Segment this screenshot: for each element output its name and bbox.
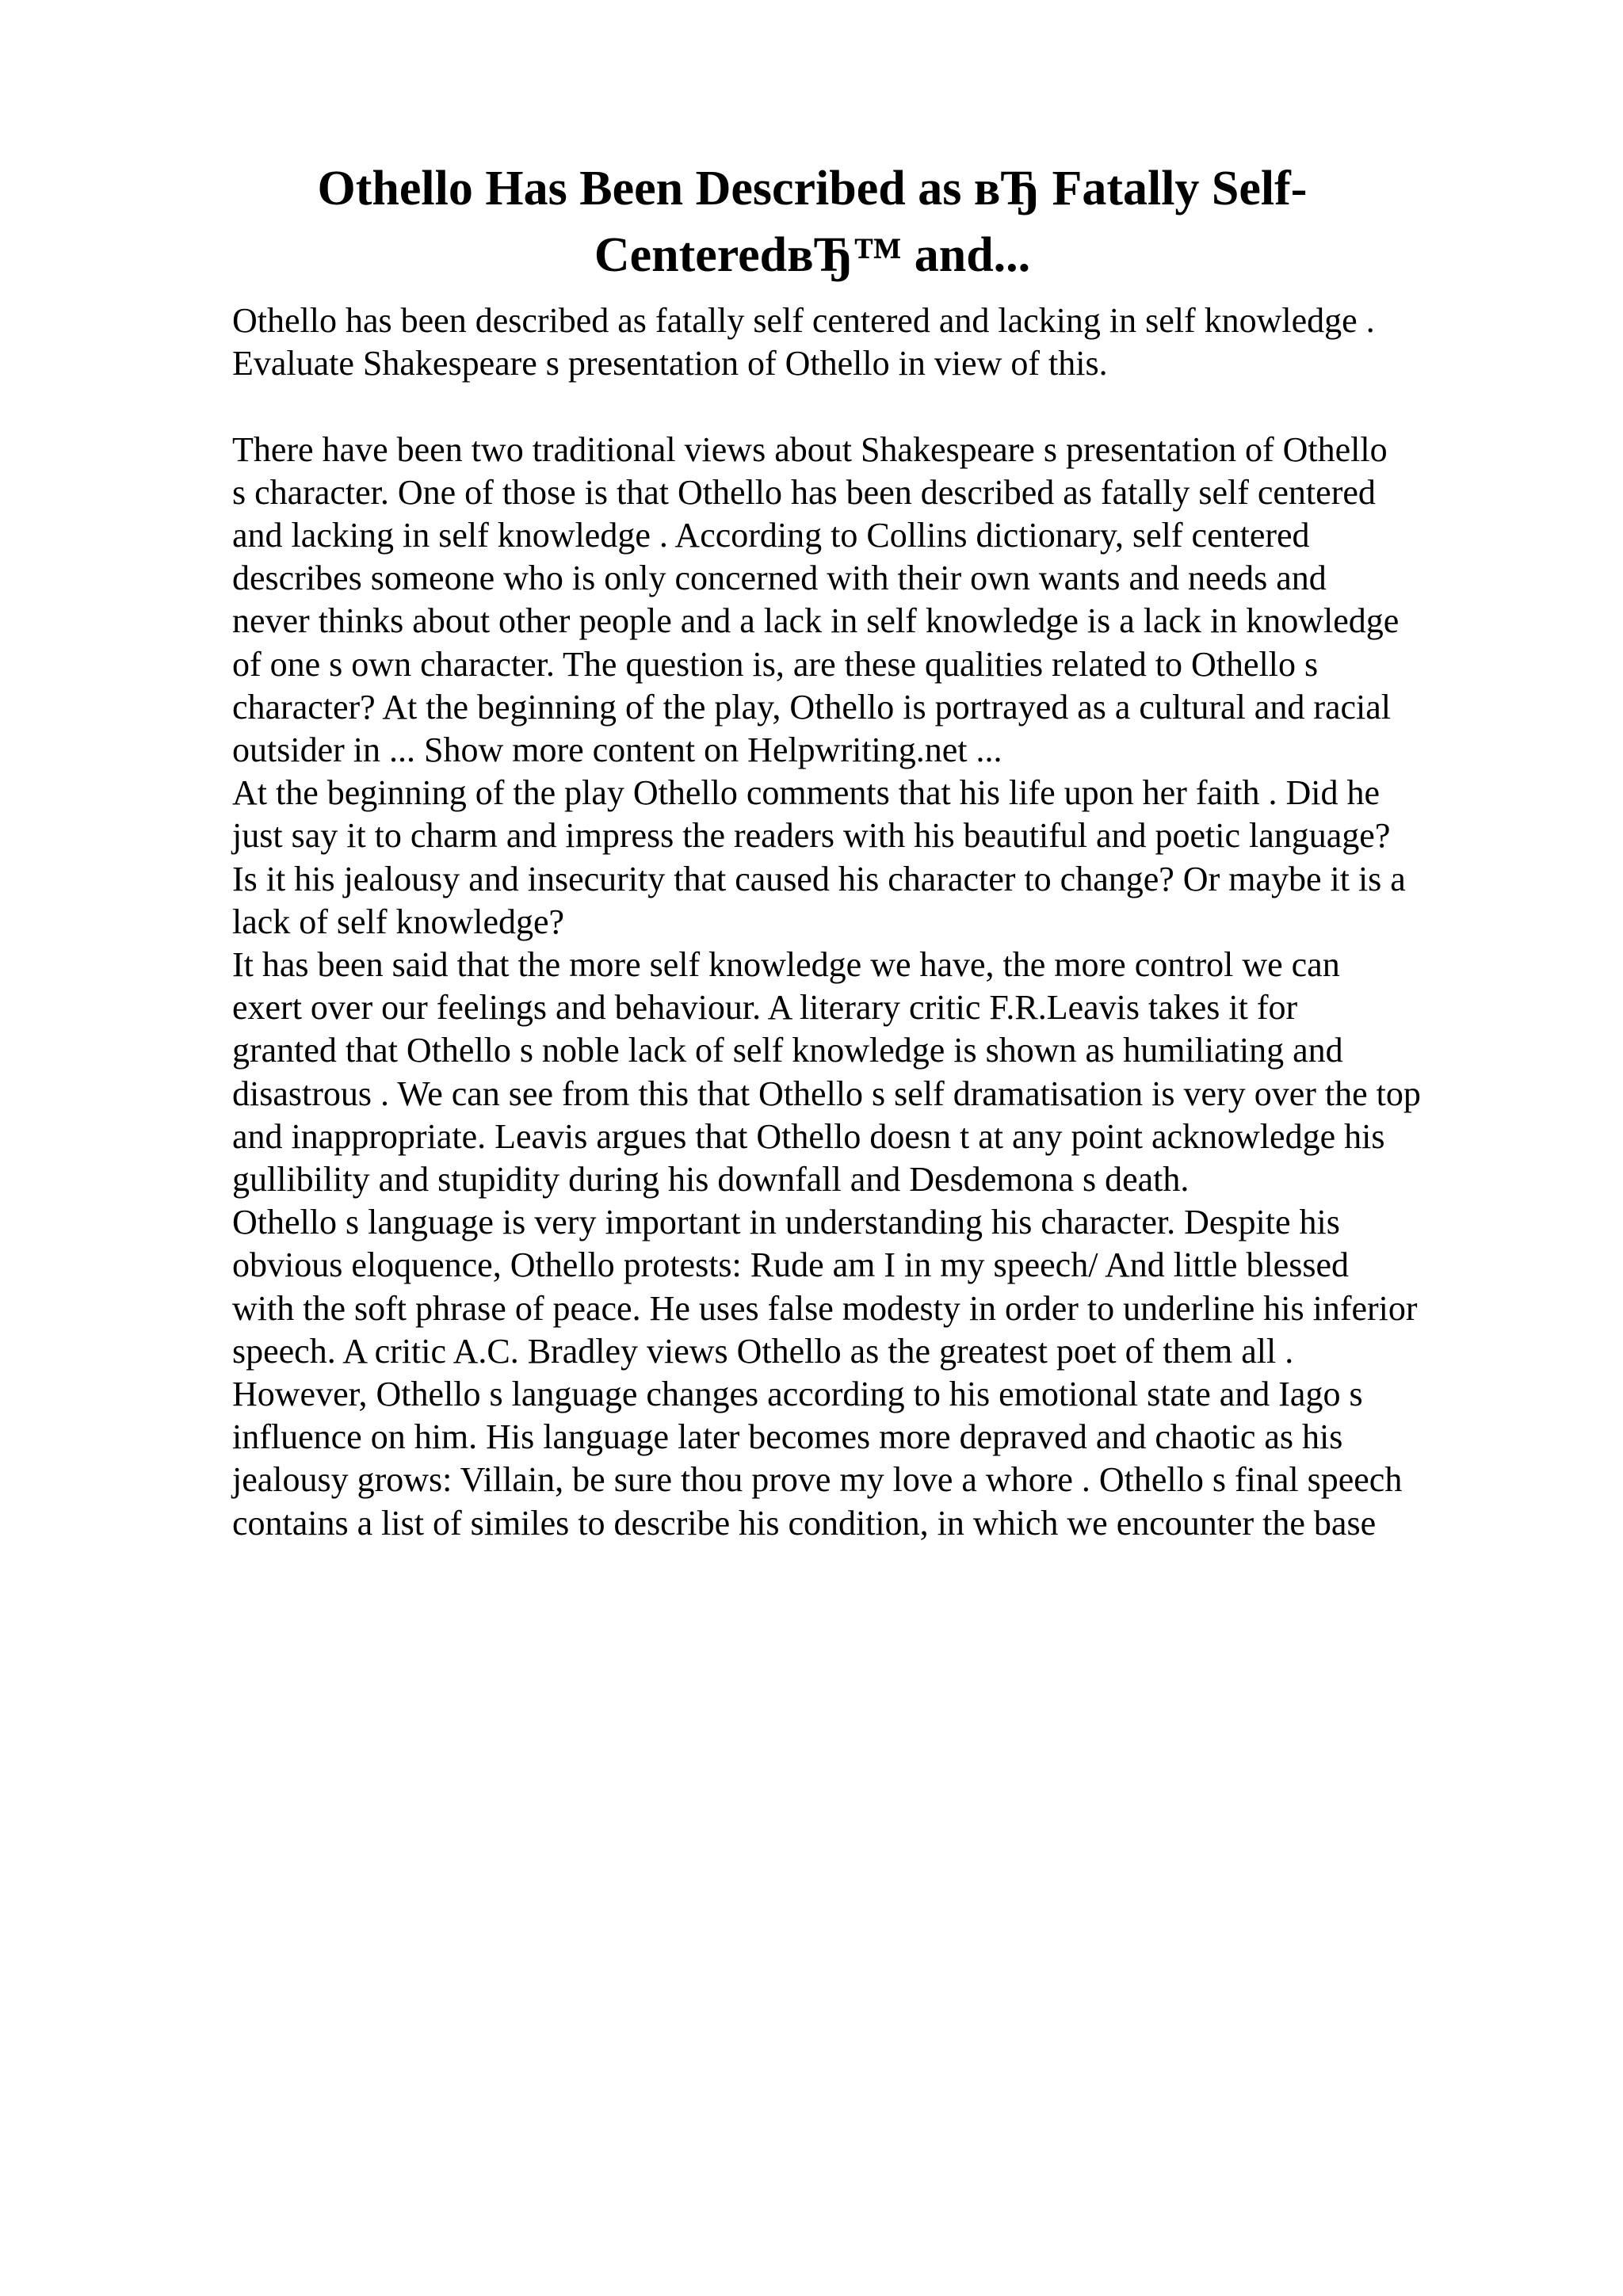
body-line: influence on him. His language later becomes more depraved and chaotic as his bbox=[232, 1417, 1343, 1457]
body-line: However, Othello s language changes according to his emotional state and Iago s bbox=[232, 1375, 1363, 1414]
body-line: obvious eloquence, Othello protests: Rude am I in my speech/ And little blessed bbox=[232, 1245, 1349, 1285]
body-line: jealousy grows: Villain, be sure thou prove my love a whore . Othello s final speech bbox=[232, 1460, 1403, 1500]
body-line: never thinks about other people and a lack in self knowledge is a lack in knowledge bbox=[232, 601, 1400, 641]
body-line: gullibility and stupidity during his downfall and Desdemona s death. bbox=[232, 1160, 1190, 1199]
paragraph-spacer bbox=[232, 385, 1516, 428]
body-line: contains a list of similes to describe his condition, in which we encounter the base bbox=[232, 1503, 1377, 1543]
body-line: Othello s language is very important in understanding his character. Despite his bbox=[232, 1203, 1340, 1242]
body-line: just say it to charm and impress the readers with his beautiful and poetic language? bbox=[232, 816, 1391, 856]
prompt-line: Othello has been described as fatally self centered and lacking in self knowledge . bbox=[232, 301, 1375, 340]
body-line: describes someone who is only concerned with their own wants and needs and bbox=[232, 559, 1327, 598]
body-line: speech. A critic A.C. Bradley views Othello as the greatest poet of them all . bbox=[232, 1331, 1294, 1371]
body-line: disastrous . We can see from this that Othello s self dramatisation is very over the top bbox=[232, 1074, 1421, 1113]
body-line: lack of self knowledge? bbox=[232, 902, 565, 941]
prompt-line: Evaluate Shakespeare s presentation of Othello in view of this. bbox=[232, 344, 1108, 383]
body-line: At the beginning of the play Othello comments that his life upon her faith . Did he bbox=[232, 773, 1381, 813]
body-line: s character. One of those is that Othello has been described as fatally self centered bbox=[232, 472, 1376, 512]
body-line: outsider in ... Show more content on Helpwriting.net ... bbox=[232, 730, 1002, 770]
body-line: It has been said that the more self knowledge we have, the more control we can bbox=[232, 945, 1340, 985]
document-body bbox=[232, 299, 1516, 1545]
document-title bbox=[238, 155, 1387, 288]
body-line: granted that Othello s noble lack of self knowledge is shown as humiliating and bbox=[232, 1031, 1343, 1070]
body-line: and lacking in self knowledge . According to Collins dictionary, self centered bbox=[232, 516, 1310, 555]
body-line: with the soft phrase of peace. He uses false modesty in order to underline his inferior bbox=[232, 1288, 1418, 1328]
body-line: of one s own character. The question is, are these qualities related to Othello s bbox=[232, 644, 1319, 684]
body-line: and inappropriate. Leavis argues that Othello doesn t at any point acknowledge his bbox=[232, 1116, 1385, 1156]
body-line: Is it his jealousy and insecurity that caused his character to change? Or maybe it is a bbox=[232, 859, 1406, 898]
title-line: Othello Has Been Described as вЂ Fatally Self- bbox=[317, 162, 1308, 215]
body-line: exert over our feelings and behaviour. A literary critic F.R.Leavis takes it for bbox=[232, 988, 1298, 1028]
title-line: CenteredвЂ™ and... bbox=[594, 228, 1031, 282]
body-line: character? At the beginning of the play, Othello is portrayed as a cultural and racial bbox=[232, 687, 1392, 727]
body-line: There have been two traditional views about Shakespeare s presentation of Othello bbox=[232, 429, 1388, 469]
